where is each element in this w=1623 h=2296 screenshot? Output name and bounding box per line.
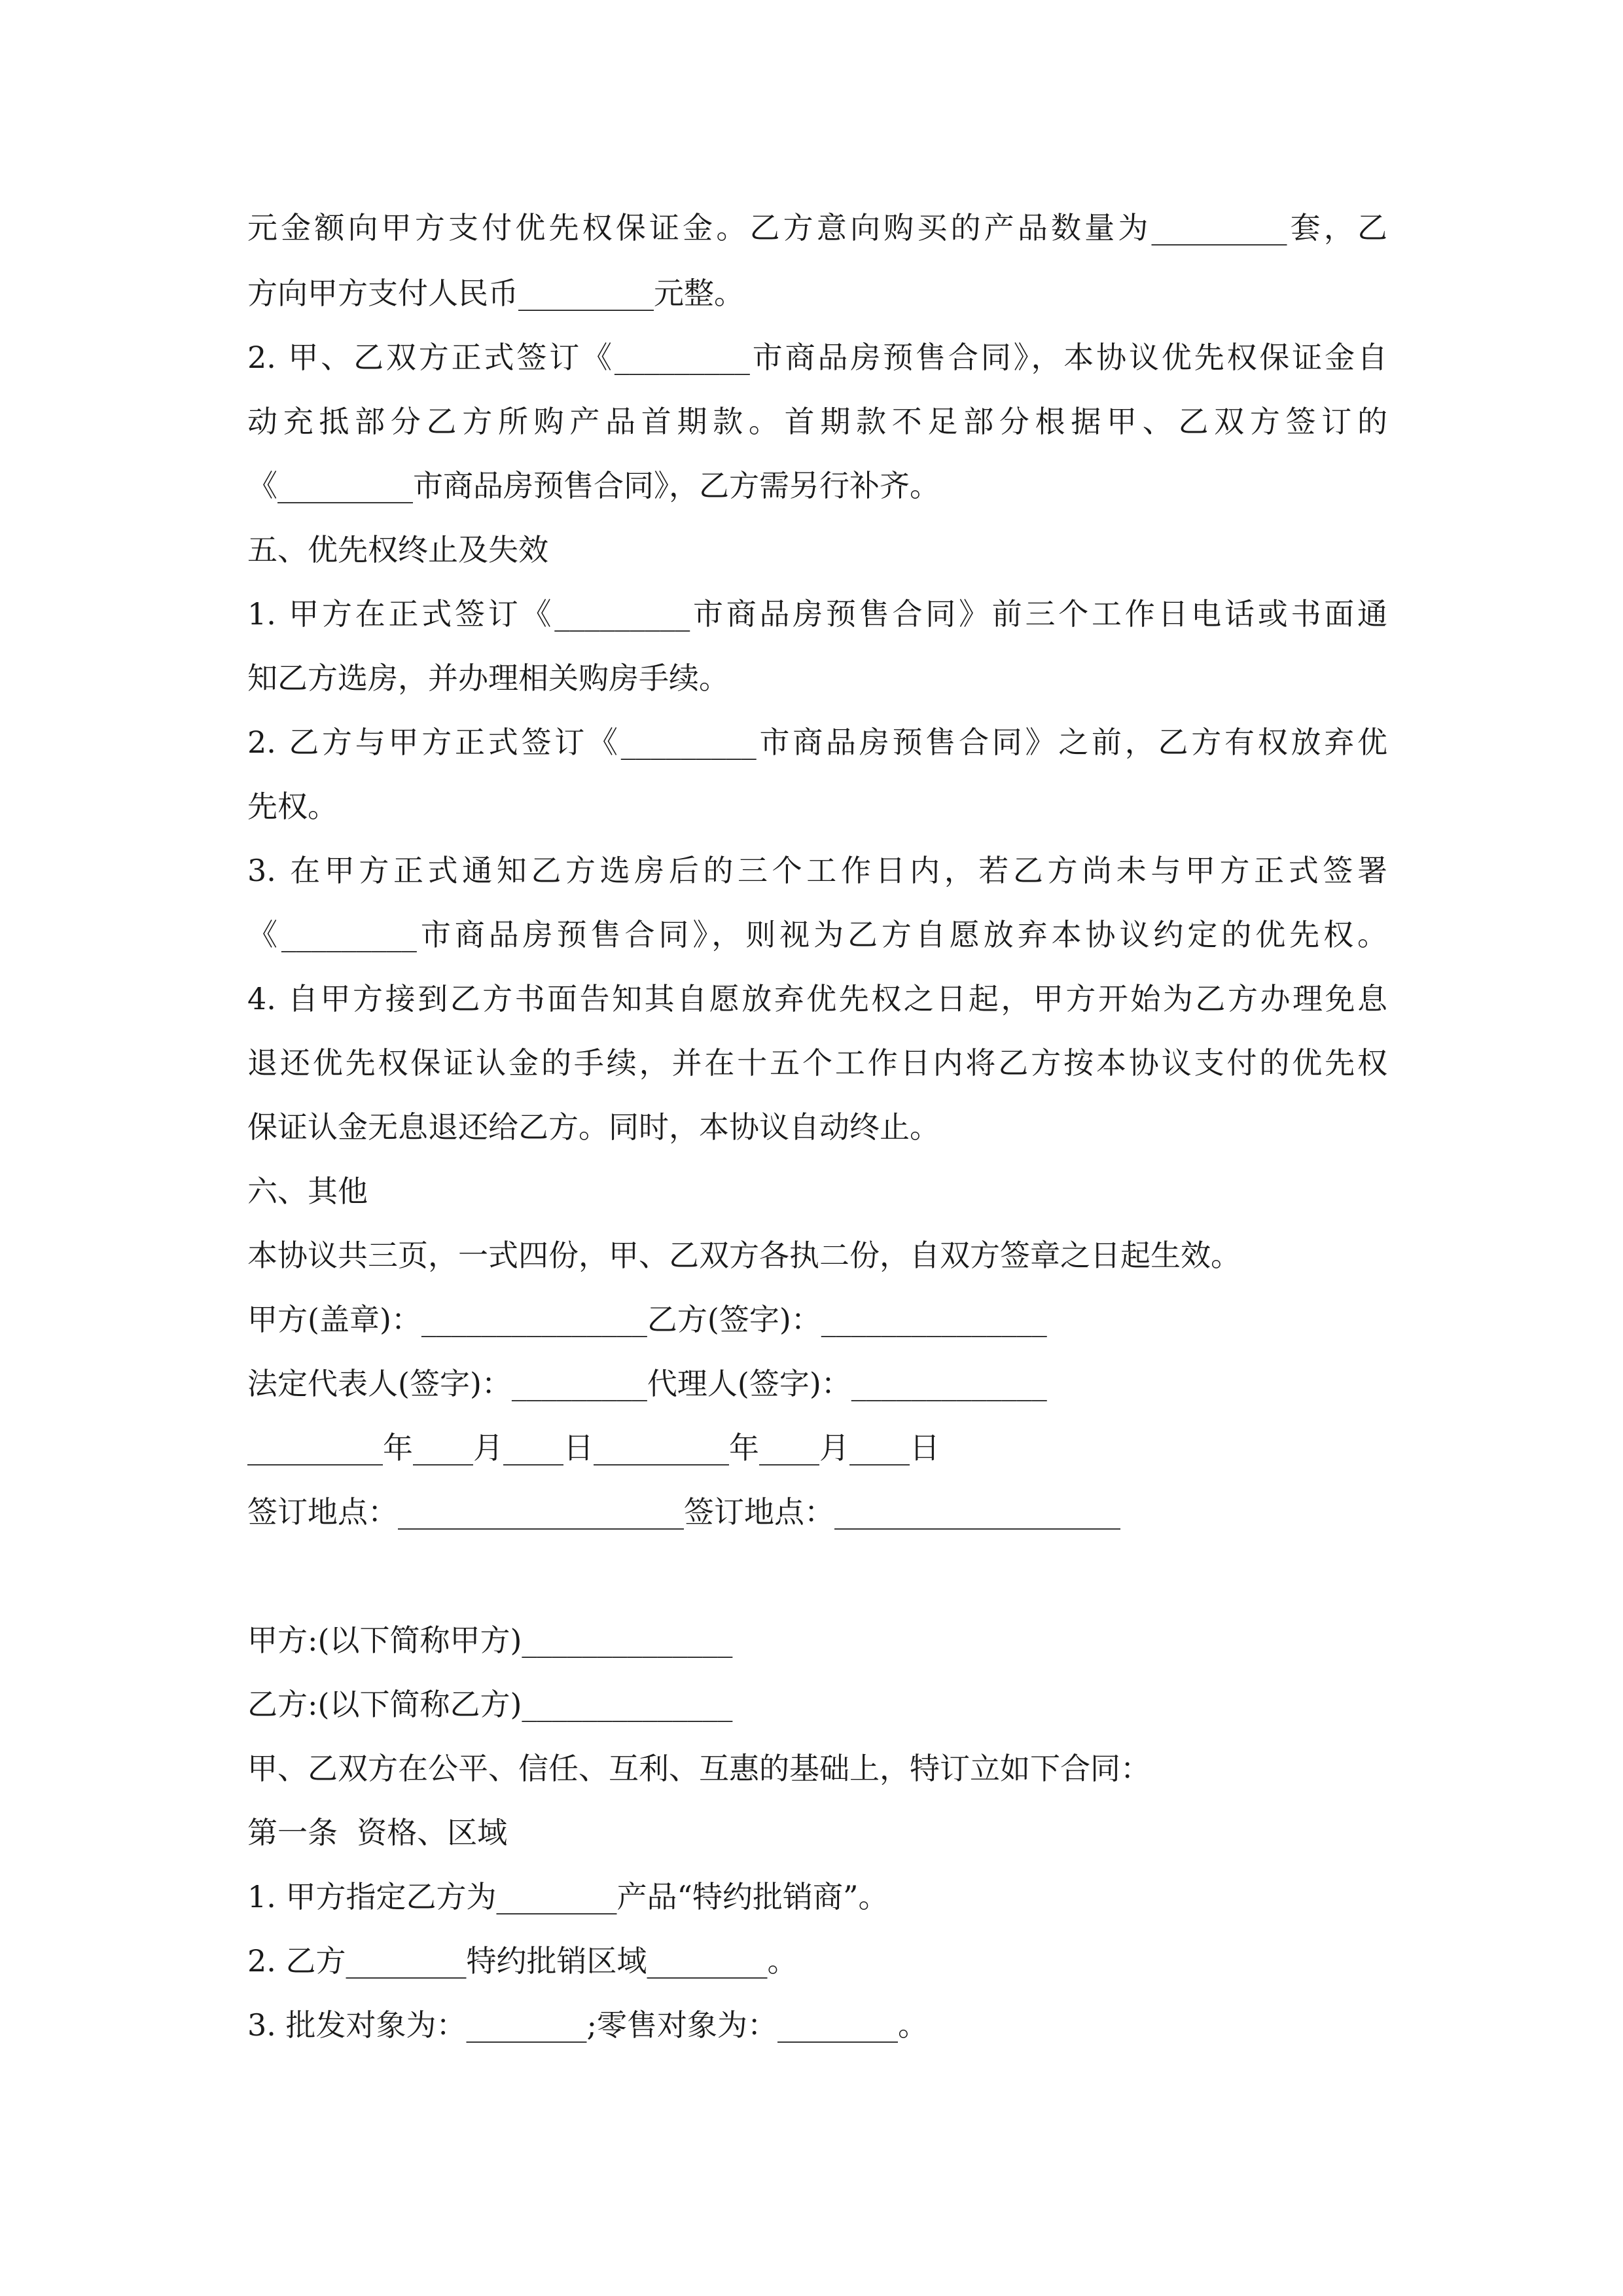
date-line: _________年____月____日_________年____月____日: [247, 1430, 940, 1465]
paragraph-line: 3. 批发对象为：________;零售对象为：________。: [247, 2007, 929, 2043]
paragraph-line: 知乙方选房，并办理相关购房手续。: [247, 660, 729, 696]
party-line: 甲方:(以下简称甲方)______________: [247, 1623, 733, 1658]
paragraph-line: 2. 乙方________特约批销区域________。: [247, 1943, 798, 1979]
paragraph-line: 元金额向甲方支付优先权保证金。乙方意向购买的产品数量为_________套，乙: [247, 210, 1387, 245]
paragraph-line: 《_________市商品房预售合同》，乙方需另行补齐。: [247, 468, 940, 503]
paragraph-line: 3. 在甲方正式通知乙方选房后的三个工作日内，若乙方尚未与甲方正式签署: [247, 853, 1387, 888]
section-heading: 六、其他: [247, 1174, 368, 1209]
section-heading: 五、优先权终止及失效: [247, 532, 548, 567]
paragraph-line: 动充抵部分乙方所购产品首期款。首期款不足部分根据甲、乙双方签订的: [247, 404, 1387, 439]
paragraph-line: 保证认金无息退还给乙方。同时，本协议自动终止。: [247, 1109, 940, 1145]
paragraph-line: 1. 甲方在正式签订《_________市商品房预售合同》前三个工作日电话或书面通: [247, 596, 1387, 632]
paragraph-line: 本协议共三页，一式四份，甲、乙双方各执二份，自双方签章之日起生效。: [247, 1238, 1241, 1273]
paragraph-line: 方向甲方支付人民币_________元整。: [247, 276, 744, 311]
signature-line: 签订地点：___________________签订地点：___________________: [247, 1494, 1120, 1530]
paragraph-line: 2. 乙方与甲方正式签订《_________市商品房预售合同》之前，乙方有权放弃优: [247, 725, 1387, 760]
paragraph-line: 退还优先权保证认金的手续，并在十五个工作日内将乙方按本协议支付的优先权: [247, 1045, 1387, 1081]
paragraph-line: 4. 自甲方接到乙方书面告知其自愿放弃优先权之日起，甲方开始为乙方办理免息: [247, 981, 1387, 1016]
paragraph-line: 甲、乙双方在公平、信任、互利、互惠的基础上，特订立如下合同：: [247, 1751, 1150, 1786]
signature-line: 甲方(盖章)：_______________乙方(签字)：_______________: [247, 1302, 1047, 1337]
signature-line: 法定代表人(签字)：_________代理人(签字)：_____________: [247, 1366, 1047, 1401]
section-heading: 第一条 资格、区域: [247, 1815, 508, 1850]
paragraph-line: 《_________市商品房预售合同》，则视为乙方自愿放弃本协议约定的优先权。: [247, 917, 1387, 952]
paragraph-line: 2. 甲、乙双方正式签订《_________市商品房预售合同》，本协议优先权保证金自: [247, 340, 1387, 375]
party-line: 乙方:(以下简称乙方)______________: [247, 1687, 733, 1722]
paragraph-line: 先权。: [247, 789, 338, 824]
paragraph-line: 1. 甲方指定乙方为________产品“特约批销商”。: [247, 1879, 889, 1914]
